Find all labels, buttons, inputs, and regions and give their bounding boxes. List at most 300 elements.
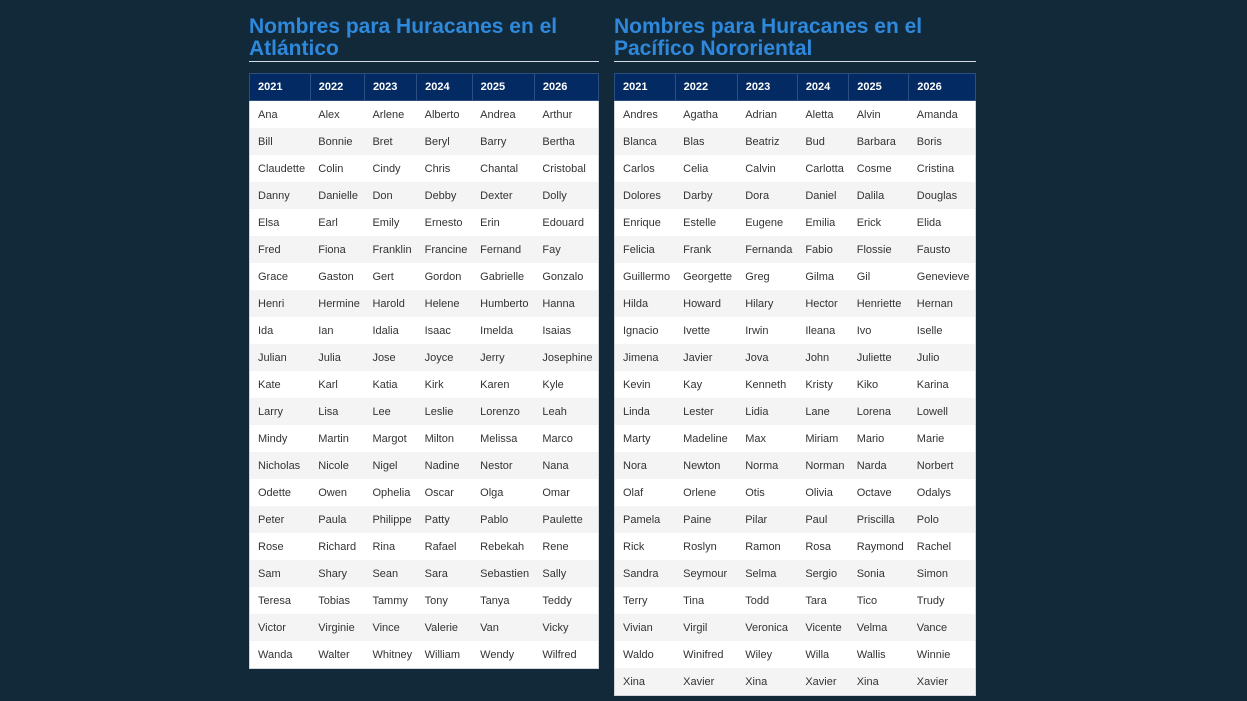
name-cell: Ophelia: [372, 486, 411, 499]
name-cell: Greg: [745, 270, 770, 283]
name-cell: Leslie: [417, 398, 473, 425]
name-cell: Nadine: [417, 452, 473, 479]
name-cell: Jose: [364, 344, 416, 371]
pacific-names-table: [614, 73, 976, 696]
name-cell: Priscilla: [849, 506, 909, 533]
table-row: [615, 155, 976, 182]
name-cell: Rene: [542, 540, 569, 553]
name-cell: Xavier: [909, 668, 976, 696]
name-cell: Fred: [250, 236, 311, 263]
name-cell: Dalila: [849, 182, 909, 209]
year-header: 2024: [797, 74, 848, 101]
name-cell: Walter: [318, 648, 350, 661]
name-cell: Fausto: [909, 236, 976, 263]
name-cell: Veronica: [737, 614, 797, 641]
name-cell: Sara: [417, 560, 473, 587]
name-cell: Dolly: [534, 182, 598, 209]
name-cell: Arthur: [542, 108, 573, 121]
table-row: [615, 425, 976, 452]
year-header: 2025: [849, 74, 909, 101]
name-cell: Vince: [364, 614, 416, 641]
table-row: [615, 344, 976, 371]
name-cell: Wiley: [745, 648, 773, 661]
table-row: [615, 128, 976, 155]
name-cell: Roslyn: [683, 540, 717, 553]
name-cell: Lowell: [909, 398, 976, 425]
header-row: [250, 74, 599, 101]
name-cell: Ida: [258, 324, 274, 337]
table-row: [615, 533, 976, 560]
name-cell: Elsa: [258, 216, 280, 229]
name-cell: Ramon: [745, 540, 781, 553]
name-cell: Nicholas: [250, 452, 311, 479]
table-row: [250, 614, 599, 641]
table-row: [615, 587, 976, 614]
name-cell: Francine: [417, 236, 473, 263]
name-cell: Margot: [372, 432, 407, 445]
name-cell: Lane: [797, 398, 848, 425]
name-cell: Carlos: [623, 162, 655, 175]
table-row: [615, 479, 976, 506]
table-row: [615, 371, 976, 398]
table-row: [615, 614, 976, 641]
name-cell: Ernesto: [424, 216, 463, 229]
name-cell: Bill: [250, 128, 311, 155]
name-cell: Gil: [856, 270, 871, 283]
name-cell: Richard: [318, 540, 357, 553]
name-cell: Melissa: [480, 432, 518, 445]
name-cell: Max: [745, 432, 766, 445]
name-cell: Beatriz: [737, 128, 797, 155]
name-cell: Humberto: [472, 290, 534, 317]
table-row: [250, 506, 599, 533]
table-header: [250, 74, 599, 101]
name-cell: Martin: [318, 432, 349, 445]
name-cell: Waldo: [623, 648, 654, 661]
table-header: [615, 74, 976, 101]
name-cell: Fabio: [797, 236, 848, 263]
year-header: 2021: [615, 74, 676, 101]
table-row: [250, 155, 599, 182]
table-body: [250, 101, 599, 669]
table-row: [250, 182, 599, 209]
name-cell: Karl: [318, 378, 338, 391]
name-cell: Otis: [745, 486, 765, 499]
name-cell: Flossie: [849, 236, 909, 263]
name-cell: Peter: [250, 506, 311, 533]
name-cell: Gaston: [318, 270, 354, 283]
name-cell: Joyce: [417, 344, 473, 371]
name-cell: Sandra: [615, 560, 676, 587]
name-cell: Oscar: [424, 486, 454, 499]
name-cell: Danny: [250, 182, 311, 209]
name-cell: Ivette: [683, 324, 711, 337]
name-cell: Felicia: [615, 236, 676, 263]
table-row: [250, 425, 599, 452]
name-cell: Dolores: [615, 182, 676, 209]
pacific-title: Nombres para Huracanes en el Pacífico Nororiental: [614, 16, 976, 62]
name-cell: Tanya: [480, 594, 510, 607]
table-row: [250, 371, 599, 398]
table-row: [250, 209, 599, 236]
name-cell: Tina: [683, 594, 705, 607]
name-cell: Tammy: [372, 594, 408, 607]
name-cell: Irwin: [745, 324, 769, 337]
name-cell: Fiona: [310, 236, 364, 263]
name-cell: Kristy: [805, 378, 833, 391]
name-cell: Hilda: [615, 290, 676, 317]
name-cell: Todd: [745, 594, 770, 607]
name-cell: Rose: [258, 540, 284, 553]
year-header: 2023: [737, 74, 797, 101]
name-cell: Franklin: [364, 236, 416, 263]
table-row: [250, 317, 599, 344]
name-cell: Olaf: [623, 486, 644, 499]
table-row: [250, 533, 599, 560]
name-cell: Lee: [364, 398, 416, 425]
name-cell: Andres: [623, 108, 658, 121]
year-header: 2024: [417, 74, 473, 101]
name-cell: Winifred: [683, 648, 724, 661]
name-cell: Xina: [737, 668, 797, 696]
name-cell: Willa: [805, 648, 830, 661]
name-cell: Victor: [250, 614, 311, 641]
name-cell: Nigel: [364, 452, 416, 479]
name-cell: Bonnie: [310, 128, 364, 155]
name-cell: Gordon: [424, 270, 462, 283]
name-cell: Hernan: [909, 290, 976, 317]
name-cell: Dexter: [472, 182, 534, 209]
year-header: 2026: [534, 74, 598, 101]
name-cell: Hermine: [310, 290, 364, 317]
table-row: [250, 560, 599, 587]
name-cell: Cosme: [856, 162, 892, 175]
name-cell: Alex: [318, 108, 340, 121]
name-cell: Karina: [916, 378, 949, 391]
name-cell: Darby: [675, 182, 737, 209]
name-cell: Vicente: [797, 614, 848, 641]
name-cell: Pamela: [615, 506, 676, 533]
name-cell: Simon: [909, 560, 976, 587]
name-cell: Carlotta: [805, 162, 844, 175]
name-cell: Marty: [623, 432, 651, 445]
name-cell: Linda: [615, 398, 676, 425]
table-row: [615, 317, 976, 344]
name-cell: Virginie: [310, 614, 364, 641]
name-cell: Erick: [856, 216, 882, 229]
name-cell: Celia: [683, 162, 709, 175]
name-cell: Imelda: [480, 324, 514, 337]
name-cell: Pilar: [737, 506, 797, 533]
name-cell: Debby: [417, 182, 473, 209]
name-cell: Bret: [364, 128, 416, 155]
name-cell: Wanda: [258, 648, 293, 661]
name-cell: Julio: [909, 344, 976, 371]
name-cell: Chris: [424, 162, 451, 175]
name-cell: Hector: [797, 290, 848, 317]
name-cell: Alvin: [856, 108, 881, 121]
name-cell: Velma: [849, 614, 909, 641]
name-cell: Norbert: [909, 452, 976, 479]
table-row: [250, 263, 599, 290]
name-cell: Paulette: [534, 506, 598, 533]
table-row: [615, 263, 976, 290]
name-cell: Katia: [372, 378, 398, 391]
year-header: 2023: [364, 74, 416, 101]
name-cell: Polo: [909, 506, 976, 533]
name-cell: Fay: [534, 236, 598, 263]
name-cell: Lidia: [737, 398, 797, 425]
name-cell: Miriam: [805, 432, 839, 445]
name-cell: Marco: [542, 432, 573, 445]
name-cell: Sean: [364, 560, 416, 587]
name-cell: Julia: [310, 344, 364, 371]
year-header: 2022: [310, 74, 364, 101]
name-cell: Vicky: [534, 614, 598, 641]
name-cell: Amanda: [916, 108, 958, 121]
name-cell: Cristobal: [542, 162, 586, 175]
name-cell: Henriette: [849, 290, 909, 317]
name-cell: Xina: [615, 668, 676, 696]
name-cell: Orlene: [683, 486, 717, 499]
name-cell: Danielle: [310, 182, 364, 209]
table-row: [250, 290, 599, 317]
name-cell: Estelle: [683, 216, 717, 229]
name-cell: Jova: [737, 344, 797, 371]
name-cell: Karen: [480, 378, 510, 391]
name-cell: Xavier: [675, 668, 737, 696]
name-cell: Cristina: [916, 162, 955, 175]
table-row: [615, 506, 976, 533]
name-cell: William: [424, 648, 461, 661]
name-cell: Norma: [737, 452, 797, 479]
name-cell: Tara: [805, 594, 827, 607]
name-cell: Nestor: [472, 452, 534, 479]
name-cell: Larry: [250, 398, 311, 425]
name-cell: Frank: [675, 236, 737, 263]
name-cell: Omar: [542, 486, 570, 499]
name-cell: Agatha: [683, 108, 718, 121]
name-cell: Hanna: [534, 290, 598, 317]
table-row: [250, 128, 599, 155]
name-cell: Josephine: [534, 344, 598, 371]
name-cell: Teddy: [542, 594, 572, 607]
name-cell: Ian: [318, 324, 334, 337]
name-cell: Howard: [675, 290, 737, 317]
table-row: [615, 668, 976, 696]
name-cell: Douglas: [909, 182, 976, 209]
name-cell: Pablo: [472, 506, 534, 533]
name-cell: Ileana: [805, 324, 836, 337]
name-cell: Octave: [856, 486, 892, 499]
name-cell: Erin: [480, 216, 500, 229]
name-cell: Whitney: [372, 648, 413, 661]
name-cell: Georgette: [683, 270, 733, 283]
name-cell: Arlene: [372, 108, 405, 121]
name-cell: Don: [364, 182, 416, 209]
name-cell: Eugene: [745, 216, 784, 229]
name-cell: Kay: [683, 378, 703, 391]
table-row: [250, 398, 599, 425]
name-cell: Raymond: [856, 540, 904, 553]
name-cell: Enrique: [623, 216, 661, 229]
atlantic-title: Nombres para Huracanes en el Atlántico: [249, 16, 599, 62]
name-cell: Bud: [797, 128, 848, 155]
table-row: [250, 452, 599, 479]
name-cell: Rachel: [916, 540, 952, 553]
atlantic-names-panel: [249, 16, 599, 669]
name-cell: Wilfred: [542, 648, 577, 661]
name-cell: Genevieve: [916, 270, 970, 283]
name-cell: Elida: [916, 216, 942, 229]
name-cell: Lorenzo: [472, 398, 534, 425]
name-cell: Blas: [675, 128, 737, 155]
name-cell: Daniel: [797, 182, 848, 209]
name-cell: Harold: [364, 290, 416, 317]
table-row: [615, 560, 976, 587]
name-cell: Chantal: [480, 162, 519, 175]
name-cell: Olga: [480, 486, 504, 499]
name-cell: Rafael: [424, 540, 457, 553]
name-cell: Trudy: [916, 594, 945, 607]
name-cell: Cindy: [372, 162, 401, 175]
name-cell: Barbara: [849, 128, 909, 155]
table-row: [615, 182, 976, 209]
table-row: [615, 101, 976, 129]
name-cell: Leah: [534, 398, 598, 425]
name-cell: Tobias: [318, 594, 351, 607]
name-cell: Mario: [856, 432, 885, 445]
name-cell: Edouard: [542, 216, 584, 229]
name-cell: Beryl: [417, 128, 473, 155]
table-row: [250, 236, 599, 263]
name-cell: Newton: [675, 452, 737, 479]
name-cell: Kiko: [856, 378, 879, 391]
name-cell: Nora: [615, 452, 676, 479]
name-cell: Colin: [318, 162, 344, 175]
name-cell: Selma: [737, 560, 797, 587]
name-cell: Tico: [856, 594, 878, 607]
name-cell: Alberto: [424, 108, 460, 121]
table-row: [615, 641, 976, 668]
name-cell: Xina: [849, 668, 909, 696]
name-cell: Sally: [534, 560, 598, 587]
name-cell: Andrea: [480, 108, 516, 121]
header-row: [615, 74, 976, 101]
name-cell: Madeline: [683, 432, 728, 445]
table-body: [615, 101, 976, 696]
name-cell: Marie: [916, 432, 945, 445]
name-cell: Adrian: [745, 108, 778, 121]
name-cell: Boris: [909, 128, 976, 155]
name-cell: Isaac: [424, 324, 451, 337]
name-cell: Rebekah: [480, 540, 525, 553]
name-cell: Virgil: [675, 614, 737, 641]
table-row: [250, 641, 599, 669]
name-cell: Dora: [737, 182, 797, 209]
table-row: [250, 101, 599, 129]
name-cell: Olivia: [805, 486, 833, 499]
year-header: 2026: [909, 74, 976, 101]
name-cell: Van: [472, 614, 534, 641]
name-cell: Shary: [310, 560, 364, 587]
name-cell: Rosa: [805, 540, 831, 553]
table-row: [250, 344, 599, 371]
name-cell: Winnie: [916, 648, 951, 661]
name-cell: Jimena: [615, 344, 676, 371]
name-cell: Valerie: [417, 614, 473, 641]
name-cell: Kyle: [542, 378, 564, 391]
name-cell: Teresa: [258, 594, 292, 607]
name-cell: Hilary: [737, 290, 797, 317]
table-row: [615, 398, 976, 425]
name-cell: Odette: [258, 486, 292, 499]
name-cell: Javier: [675, 344, 737, 371]
name-cell: Mindy: [258, 432, 288, 445]
name-cell: Odalys: [916, 486, 952, 499]
name-cell: Wallis: [856, 648, 886, 661]
name-cell: Xavier: [797, 668, 848, 696]
name-cell: Gabrielle: [480, 270, 525, 283]
year-header: 2022: [675, 74, 737, 101]
name-cell: Sergio: [797, 560, 848, 587]
table-row: [615, 290, 976, 317]
name-cell: Guillermo: [623, 270, 671, 283]
name-cell: Vance: [909, 614, 976, 641]
name-cell: Tony: [424, 594, 448, 607]
name-cell: Earl: [318, 216, 338, 229]
name-cell: Wendy: [480, 648, 515, 661]
name-cell: Lorena: [849, 398, 909, 425]
name-cell: Ana: [258, 108, 278, 121]
name-cell: Gonzalo: [542, 270, 584, 283]
name-cell: Kate: [258, 378, 281, 391]
table-row: [250, 479, 599, 506]
year-header: 2021: [250, 74, 311, 101]
name-cell: Nicole: [310, 452, 364, 479]
name-cell: Philippe: [364, 506, 416, 533]
name-cell: Terry: [623, 594, 648, 607]
name-cell: Vivian: [615, 614, 676, 641]
name-cell: Emilia: [805, 216, 836, 229]
name-cell: Paine: [675, 506, 737, 533]
name-cell: Seymour: [675, 560, 737, 587]
name-cell: Lester: [675, 398, 737, 425]
name-cell: Owen: [318, 486, 347, 499]
year-header: 2025: [472, 74, 534, 101]
name-cell: Calvin: [745, 162, 776, 175]
name-cell: Narda: [849, 452, 909, 479]
name-cell: Jerry: [472, 344, 534, 371]
name-cell: Rick: [623, 540, 645, 553]
name-cell: Kevin: [623, 378, 651, 391]
name-cell: Fernanda: [737, 236, 797, 263]
table-row: [615, 209, 976, 236]
name-cell: Sam: [250, 560, 311, 587]
name-cell: Nana: [534, 452, 598, 479]
name-cell: Claudette: [258, 162, 306, 175]
name-cell: Julian: [250, 344, 311, 371]
name-cell: Milton: [424, 432, 454, 445]
name-cell: Aletta: [805, 108, 834, 121]
table-row: [615, 452, 976, 479]
name-cell: Gert: [372, 270, 394, 283]
name-cell: Gilma: [805, 270, 835, 283]
name-cell: Paul: [797, 506, 848, 533]
name-cell: Henri: [250, 290, 311, 317]
name-cell: Grace: [258, 270, 288, 283]
name-cell: Barry: [472, 128, 534, 155]
